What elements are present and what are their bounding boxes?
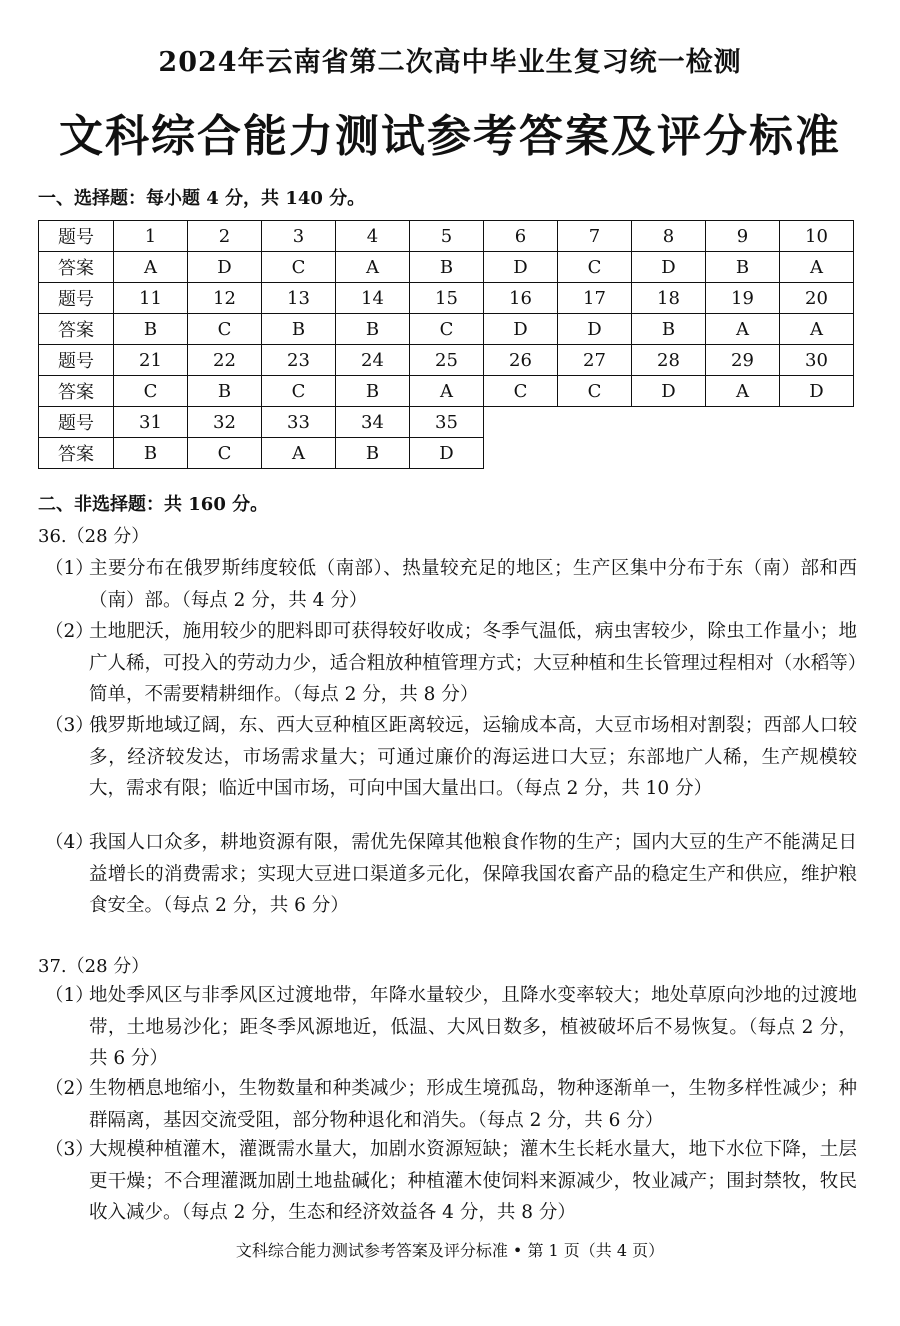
- question-number-cell: 16: [484, 283, 558, 314]
- question-number-cell: 22: [188, 345, 262, 376]
- answer-cell: A: [336, 252, 410, 283]
- answer-cell: D: [632, 252, 706, 283]
- question-row: [39, 283, 854, 314]
- empty-cell: [632, 407, 706, 438]
- page-footer: 文科综合能力测试参考答案及评分标准 • 第 1 页（共 4 页）: [235, 1241, 665, 1260]
- row-label-question: 题号: [39, 407, 114, 438]
- question-number-cell: 24: [336, 345, 410, 376]
- question-number-cell: 23: [262, 345, 336, 376]
- section1-heading: 一、选择题：每小题 4 分，共 140 分。: [38, 188, 366, 209]
- question-number-cell: 27: [558, 345, 632, 376]
- answer-cell: B: [706, 252, 780, 283]
- item-text: 大规模种植灌木，灌溉需水量大，加剧水资源短缺；灌木生长耗水量大，地下水位下降，土层更干燥；不合理灌溉加剧土地盐碱化；种植灌木使饲料来源减少，牧业减产；围封禁牧，牧民收入减少。（每点 2 分，生态和经济效益各 4 分，共 8 分）: [89, 1139, 857, 1224]
- item-number: （2）: [45, 1078, 94, 1099]
- answer-cell: D: [410, 438, 484, 469]
- answer-cell: C: [262, 376, 336, 407]
- question-number-cell: 13: [262, 283, 336, 314]
- exam-title: 2024年云南省第二次高中毕业生复习统一检测: [158, 47, 742, 78]
- item-text: 土地肥沃，施用较少的肥料即可获得较好收成；冬季气温低，病虫害较少，除虫工作量小；地广人稀，可投入的劳动力少，适合粗放种植管理方式；大豆种植和生长管理过程相对（水稻等）简单，不需要精耕细作。（每点 2 分，共 8 分）: [89, 621, 857, 706]
- answer-cell: C: [484, 376, 558, 407]
- item-number: （3）: [45, 1139, 94, 1160]
- question-number-cell: 20: [780, 283, 854, 314]
- row-label-answer: 答案: [39, 252, 114, 283]
- answer-cell: C: [558, 376, 632, 407]
- q37-item-2: [45, 1073, 857, 1136]
- question-number-cell: 3: [262, 221, 336, 252]
- q36-item-4: [45, 827, 857, 922]
- q37-item-3: [45, 1134, 857, 1229]
- answer-cell: B: [336, 314, 410, 345]
- question-number-cell: 26: [484, 345, 558, 376]
- question-number-cell: 14: [336, 283, 410, 314]
- item-number: （2）: [45, 621, 94, 642]
- empty-cell: [706, 407, 780, 438]
- answer-cell: D: [780, 376, 854, 407]
- answer-cell: C: [188, 314, 262, 345]
- answer-cell: B: [336, 376, 410, 407]
- answer-cell: B: [262, 314, 336, 345]
- question-number-cell: 32: [188, 407, 262, 438]
- answer-cell: D: [484, 314, 558, 345]
- question-number-cell: 18: [632, 283, 706, 314]
- item-number: （1）: [45, 985, 94, 1006]
- row-label-question: 题号: [39, 221, 114, 252]
- question-number-cell: 28: [632, 345, 706, 376]
- item-number: （3）: [45, 715, 94, 736]
- empty-cell: [780, 438, 854, 469]
- answer-cell: A: [780, 314, 854, 345]
- empty-cell: [484, 438, 558, 469]
- answer-cell: B: [188, 376, 262, 407]
- empty-cell: [558, 407, 632, 438]
- empty-cell: [780, 407, 854, 438]
- question-37-title: 37.（28 分）: [38, 956, 150, 977]
- question-number-cell: 4: [336, 221, 410, 252]
- question-number-cell: 10: [780, 221, 854, 252]
- answer-cell: B: [632, 314, 706, 345]
- question-number-cell: 2: [188, 221, 262, 252]
- question-number-cell: 30: [780, 345, 854, 376]
- item-number: （1）: [45, 558, 94, 579]
- question-row: [39, 345, 854, 376]
- answer-row: [39, 376, 854, 407]
- section2-heading: 二、非选择题：共 160 分。: [38, 494, 269, 515]
- question-number-cell: 7: [558, 221, 632, 252]
- question-number-cell: 5: [410, 221, 484, 252]
- answer-cell: A: [706, 314, 780, 345]
- answer-row: [39, 314, 854, 345]
- question-number-cell: 29: [706, 345, 780, 376]
- q36-item-3: [45, 710, 857, 805]
- question-number-cell: 17: [558, 283, 632, 314]
- row-label-answer: 答案: [39, 314, 114, 345]
- item-text: 地处季风区与非季风区过渡地带，年降水量较少，且降水变率较大；地处草原向沙地的过渡地带，土地易沙化；距冬季风源地近，低温、大风日数多，植被破坏后不易恢复。（每点 2 分，共 6 分）: [89, 985, 857, 1070]
- question-number-cell: 9: [706, 221, 780, 252]
- empty-cell: [558, 438, 632, 469]
- row-label-answer: 答案: [39, 376, 114, 407]
- answer-cell: C: [188, 438, 262, 469]
- question-36-title: 36.（28 分）: [38, 526, 150, 547]
- answer-cell: B: [410, 252, 484, 283]
- row-label-question: 题号: [39, 345, 114, 376]
- q37-item-1: [45, 980, 857, 1075]
- answer-cell: A: [780, 252, 854, 283]
- answer-cell: C: [410, 314, 484, 345]
- item-text: 主要分布在俄罗斯纬度较低（南部）、热量较充足的地区；生产区集中分布于东（南）部和西（南）部。（每点 2 分，共 4 分）: [89, 558, 857, 611]
- question-row: [39, 221, 854, 252]
- question-row: [39, 407, 854, 438]
- row-label-question: 题号: [39, 283, 114, 314]
- answer-cell: A: [114, 252, 188, 283]
- question-number-cell: 31: [114, 407, 188, 438]
- document-title: 文科综合能力测试参考答案及评分标准: [59, 111, 841, 162]
- empty-cell: [632, 438, 706, 469]
- answer-cell: B: [114, 314, 188, 345]
- answer-cell: D: [558, 314, 632, 345]
- question-number-cell: 11: [114, 283, 188, 314]
- question-number-cell: 12: [188, 283, 262, 314]
- question-number-cell: 8: [632, 221, 706, 252]
- answer-cell: C: [114, 376, 188, 407]
- answer-table: [38, 220, 854, 469]
- question-number-cell: 19: [706, 283, 780, 314]
- question-number-cell: 34: [336, 407, 410, 438]
- question-number-cell: 35: [410, 407, 484, 438]
- answer-cell: C: [558, 252, 632, 283]
- answer-cell: B: [336, 438, 410, 469]
- item-text: 我国人口众多，耕地资源有限，需优先保障其他粮食作物的生产；国内大豆的生产不能满足日益增长的消费需求；实现大豆进口渠道多元化，保障我国农畜产品的稳定生产和供应，维护粮食安全。（每点 2 分，共 6 分）: [89, 832, 857, 917]
- answer-cell: D: [632, 376, 706, 407]
- question-number-cell: 1: [114, 221, 188, 252]
- empty-cell: [706, 438, 780, 469]
- answer-cell: A: [410, 376, 484, 407]
- question-number-cell: 6: [484, 221, 558, 252]
- answer-cell: A: [706, 376, 780, 407]
- question-number-cell: 33: [262, 407, 336, 438]
- answer-row: [39, 438, 854, 469]
- answer-cell: D: [484, 252, 558, 283]
- answer-cell: C: [262, 252, 336, 283]
- question-number-cell: 15: [410, 283, 484, 314]
- empty-cell: [484, 407, 558, 438]
- question-number-cell: 25: [410, 345, 484, 376]
- item-text: 生物栖息地缩小，生物数量和种类减少；形成生境孤岛，物种逐渐单一，生物多样性减少；种群隔离，基因交流受阻，部分物种退化和消失。（每点 2 分，共 6 分）: [89, 1078, 857, 1131]
- q36-item-2: [45, 616, 857, 711]
- row-label-answer: 答案: [39, 438, 114, 469]
- item-text: 俄罗斯地域辽阔，东、西大豆种植区距离较远，运输成本高，大豆市场相对割裂；西部人口较多，经济较发达，市场需求量大；可通过廉价的海运进口大豆；东部地广人稀，生产规模较大，需求有限；临近中国市场，可向中国大量出口。（每点 2 分，共 10 分）: [89, 715, 857, 800]
- question-number-cell: 21: [114, 345, 188, 376]
- answer-cell: B: [114, 438, 188, 469]
- answer-row: [39, 252, 854, 283]
- answer-cell: D: [188, 252, 262, 283]
- q36-item-1: [45, 553, 857, 616]
- item-number: （4）: [45, 832, 94, 853]
- answer-cell: A: [262, 438, 336, 469]
